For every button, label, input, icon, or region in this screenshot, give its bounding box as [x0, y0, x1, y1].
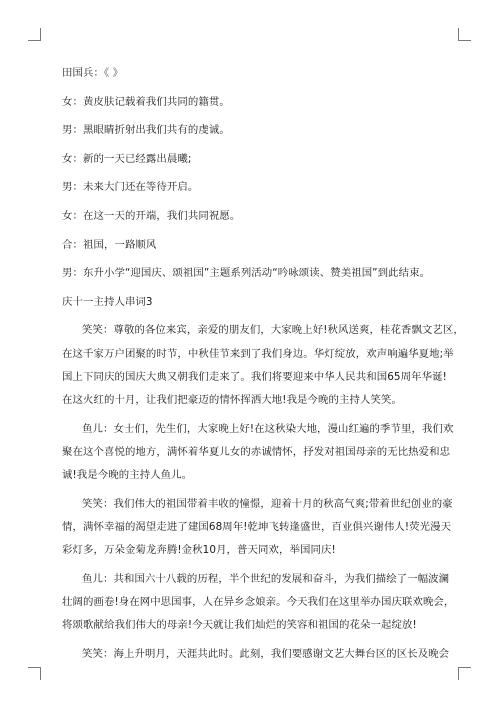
paragraph-line: 在这火红的十月，让我们把豪迈的情怀挥洒大地!我是今晚的主持人笑笑。	[62, 393, 402, 406]
text-line: 男：黑眼睛折射出我们共有的虔诚。	[62, 124, 230, 137]
document-body	[62, 62, 462, 671]
text-line: 合：祖国，一路顺风	[62, 238, 157, 251]
crop-mark-bottom-left	[28, 667, 41, 680]
paragraph-line: 情，满怀幸福的渴望走进了建国68周年!乾坤飞转逢盛世，百业俱兴谢伟人!荧光漫天	[62, 520, 452, 533]
paragraph-line: 彩灯多，万朵金菊龙奔腾!金秋10月，普天同欢，举国同庆!	[62, 543, 336, 556]
paragraph-line: 壮阔的画卷!身在网中思国事，人在异乡念娘亲。今天我们在这里举办国庆联欢晚会，	[62, 595, 455, 608]
text-line: 女：新的一天已经露出晨曦;	[62, 152, 192, 165]
crop-mark-top-left	[28, 28, 41, 41]
paragraph	[62, 418, 462, 488]
paragraph-line: 诚!我是今晚的主持人鱼儿。	[62, 468, 193, 481]
text-line: 男：未来大门还在等待开启。	[62, 181, 199, 194]
paragraph-line: 在这千家万户团聚的时节，中秋佳节来到了我们身边。华灯绽放，欢声响遍华夏地;举	[62, 347, 454, 360]
paragraph-line: 鱼儿：女士们，先生们，大家晚上好!在这秋染大地，漫山红遍的季节里，我们欢	[82, 422, 454, 435]
text-line: 男：东升小学“迎国庆、颂祖国”主题系列活动“吟咏颂读、赞美祖国”到此结束。	[62, 267, 431, 280]
paragraph	[62, 643, 462, 666]
paragraph-line: 聚在这个喜悦的地方，满怀着华夏儿女的赤诚情怀，抒发对祖国母亲的无比热爱和忠	[62, 445, 451, 458]
paragraph	[62, 493, 462, 563]
paragraph-line: 将颂歌献给我们伟大的母亲!今天就让我们灿烂的笑容和祖国的花朵一起绽放!	[62, 618, 417, 631]
text-line: 女：在这一天的开端，我们共同祝愿。	[62, 209, 241, 222]
text-line: 田国兵：《 》	[62, 67, 124, 79]
text-line: 女：黄皮肤记载着我们共同的籍贯。	[62, 95, 230, 108]
crop-mark-top-right	[458, 28, 471, 41]
paragraph	[62, 568, 462, 638]
paragraph-line: 鱼儿：共和国六十八载的历程，半个世纪的发展和奋斗，为我们描绘了一幅波澜	[82, 572, 450, 585]
section-heading: 庆十一主持人串词3	[62, 295, 153, 308]
paragraph-line: 笑笑：尊敬的各位来宾，亲爱的朋友们，大家晚上好!秋风送爽，桂花香飘文艺区，	[82, 324, 464, 337]
paragraph-line: 国上下同庆的国庆大典又朝我们走来了。我们将要迎来中华人民共和国65周年华诞!	[62, 370, 447, 383]
paragraph-line: 笑笑：海上升明月，天涯共此时。此刻，我们要感谢文艺大舞台区的区长及晚会	[82, 647, 450, 660]
paragraph	[62, 319, 462, 412]
paragraph-line: 笑笑：我们伟大的祖国带着丰收的憧憬，迎着十月的秋高气爽;带着世纪创业的豪	[82, 497, 453, 510]
